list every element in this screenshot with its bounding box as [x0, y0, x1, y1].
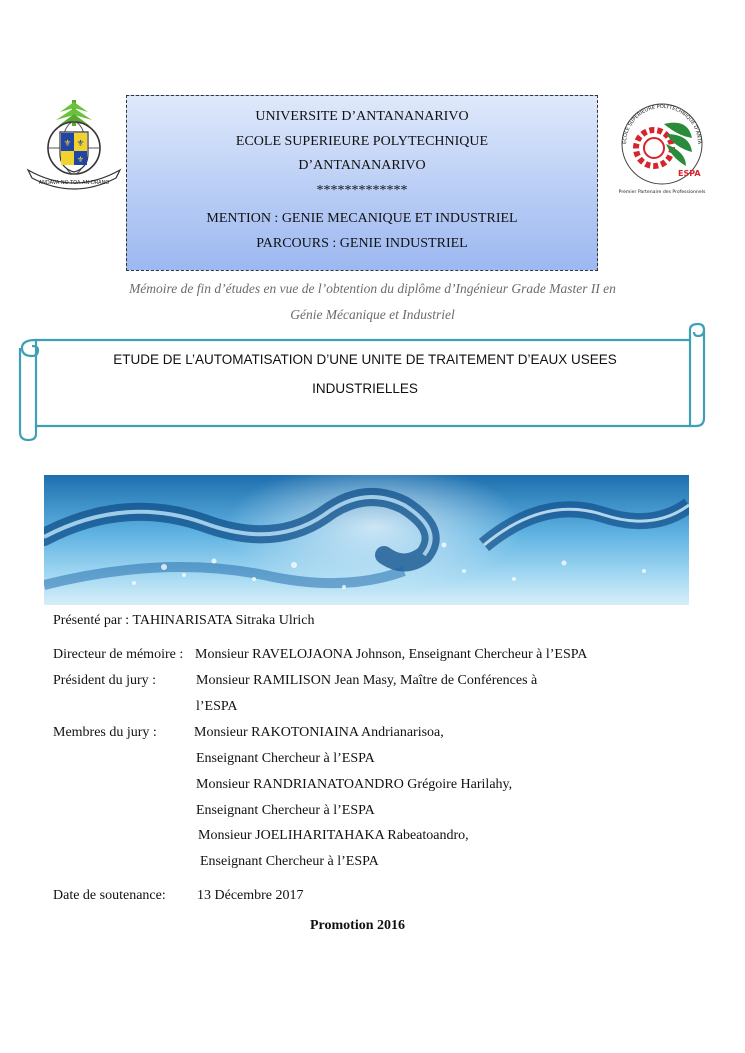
- title-line2: INDUSTRIELLES: [312, 381, 418, 396]
- member-name: Monsieur RANDRIANATOANDRO Grégoire Harilahy,: [196, 777, 513, 792]
- president-label: Président du jury :: [53, 673, 157, 688]
- defense-date-label: Date de soutenance:: [53, 888, 166, 903]
- subtitle-line2: Génie Mécanique et Industriel: [290, 307, 455, 322]
- member-role: Enseignant Chercheur à l’ESPA: [196, 751, 375, 766]
- espa-ring-text: ECOLE SUPERIEURE POLYTECHNIQUE D'ANTA: [621, 103, 703, 145]
- espa-tagline: Premier Partenaire des Professionnels: [618, 190, 706, 195]
- title-line1: ETUDE DE L’AUTOMATISATION D’UNE UNITE DE TRAITEMENT D’EAUX USEES: [113, 352, 617, 367]
- member-role: Enseignant Chercheur à l’ESPA: [200, 854, 379, 869]
- mention-label: MENTION : GENIE MECANIQUE ET INDUSTRIEL: [206, 211, 518, 226]
- svg-text:⚜: ⚜: [76, 139, 85, 149]
- header-institution-box: [126, 95, 598, 271]
- subtitle-line1: Mémoire de fin d’études en vue de l’obtention du diplôme d’Ingénieur Grade Master II en: [129, 281, 616, 296]
- svg-text:⚜: ⚜: [63, 139, 72, 149]
- member-role: Enseignant Chercheur à l’ESPA: [196, 803, 375, 818]
- presented-by: Présenté par : TAHINARISATA Sitraka Ulrich: [53, 613, 315, 628]
- director-label: Directeur de mémoire :: [53, 647, 184, 662]
- university-motto: ANDAVA NO TOA AN-DRANO: [38, 180, 110, 186]
- president-value-line1: Monsieur RAMILISON Jean Masy, Maître de Conférences à: [196, 673, 538, 688]
- thesis-subtitle: [60, 276, 685, 328]
- espa-logo: [612, 94, 712, 198]
- espa-acronym: ESPA: [678, 169, 701, 178]
- members-label: Membres du jury :: [53, 725, 157, 740]
- svg-text:⚜: ⚜: [76, 155, 85, 164]
- thesis-title: [80, 345, 650, 403]
- parcours-label: PARCOURS : GENIE INDUSTRIEL: [256, 235, 468, 251]
- director-value: Monsieur RAVELOJAONA Johnson, Enseignant Chercheur à l’ESPA: [195, 647, 588, 662]
- president-value-line2: l’ESPA: [196, 699, 238, 714]
- member-name: Monsieur JOELIHARITAHAKA Rabeatoandro,: [198, 828, 469, 843]
- promotion: Promotion 2016: [310, 918, 406, 933]
- water-splash-image: [44, 475, 689, 605]
- university-logo: [24, 96, 124, 198]
- university-name: UNIVERSITE D’ANTANANARIVO: [255, 109, 469, 124]
- school-name-line2: D’ANTANANARIVO: [298, 158, 426, 173]
- member-name: Monsieur RAKOTONIAINA Andrianarisoa,: [194, 725, 444, 740]
- defense-date-value: 13 Décembre 2017: [197, 888, 304, 903]
- school-name-line1: ECOLE SUPERIEURE POLYTECHNIQUE: [235, 133, 489, 149]
- header-separator: *************: [316, 182, 408, 198]
